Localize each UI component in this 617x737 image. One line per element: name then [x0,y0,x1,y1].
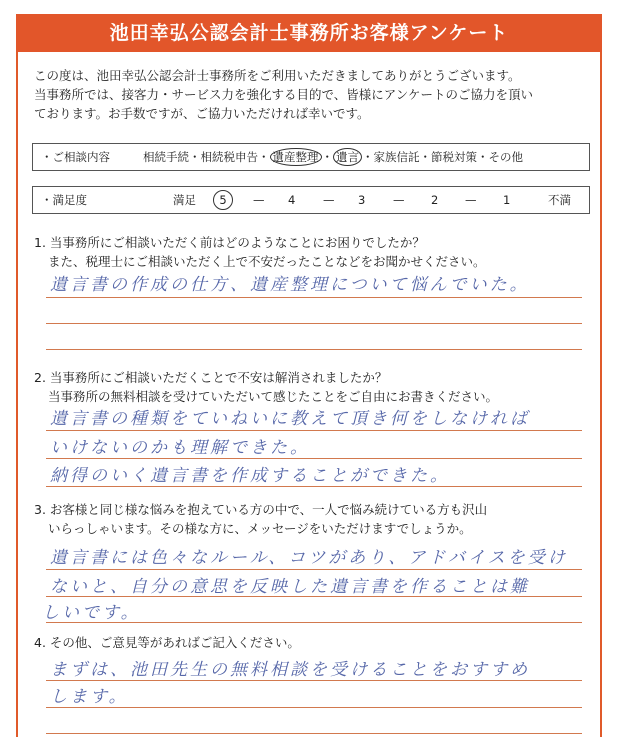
intro-line-2: 当事務所では、接客力・サービス力を強化する目的で、皆様にアンケートのご協力を頂い [34,87,534,102]
question-2-line-1: 2. 当事務所にご相談いただくことで不安は解消されましたか？ [34,370,388,385]
satisfaction-label: ・満足度 [41,193,87,207]
consultation-option-inheritance: 相続手続・相続税申告・ [143,150,270,164]
satisfaction-high-label: 満足 [173,193,196,207]
answer-3-line-2: ないと、自分の意思を反映した遺言書を作ることは難 [50,577,530,597]
answer-line [46,458,582,459]
answer-line [46,680,582,681]
consultation-label: ・ご相談内容 [41,150,110,164]
consultation-box [32,143,590,171]
question-1-line-1: 1. 当事務所にご相談いただく前はどのようなことにお困りでしたか？ [34,235,425,250]
question-3-line-1: 3. お客様と同じ様な悩みを抱えている方の中で、一人で悩み続けている方も沢山 [34,502,488,517]
consultation-option-estate-selected: 遺産整理 [270,148,322,166]
answer-line [46,486,582,487]
scale-dash: — [393,193,405,207]
answer-line [46,622,582,623]
answer-2-line-1: 遺言書の種類をていねいに教えて頂き何をしなければ [50,409,530,429]
answer-line [46,596,582,597]
answer-line [46,323,582,324]
answer-1-line-1: 遺言書の作成の仕方、遺産整理について悩んでいた。 [50,275,530,295]
satisfaction-low-label: 不満 [548,193,571,207]
scale-dash: — [253,193,265,207]
question-4-line-1: 4. その他、ご意見等があればご記入ください。 [34,635,300,650]
answer-line [46,297,582,298]
answer-2-line-3: 納得のいく遺言書を作成することができた。 [50,466,450,486]
scale-dash: — [465,193,477,207]
survey-title: 池田幸弘公認会計士事務所お客様アンケート [16,14,602,52]
satisfaction-scale: 満足 5 — 4 — 3 — 2 — 1 不満 [153,187,583,213]
consultation-sep: ・ [321,150,333,164]
question-2-line-2: 当事務所の無料相談を受けていただいて感じたことをご自由にお書きください。 [48,389,499,404]
intro-line-3: ております。お手数ですが、ご協力いただければ幸いです。 [34,106,370,121]
question-1 [34,233,594,271]
consultation-options [143,144,523,170]
answer-4-line-1: まずは、池田先生の無料相談を受けることをおすすめ [50,660,531,680]
answer-line [46,430,582,431]
satisfaction-score-1: 1 [503,193,511,207]
answer-3-line-3: しいです。 [42,603,141,623]
scale-dash: — [323,193,335,207]
consultation-option-will-selected: 遺言 [333,148,362,166]
answer-line [46,349,582,350]
intro-line-1: この度は、池田幸弘公認会計士事務所をご利用いただきましてありがとうございます。 [34,68,521,83]
answer-4-line-2: します。 [50,687,129,707]
consultation-option-rest: ・家族信託・節税対策・その他 [362,150,523,164]
intro-text [34,66,594,123]
satisfaction-score-3: 3 [358,193,366,207]
answer-line [46,707,582,708]
answer-3-line-1: 遺言書には色々なルール、コツがあり、アドバイスを受け [50,548,568,568]
satisfaction-score-4: 4 [288,193,296,207]
question-3 [34,500,594,538]
answer-line [46,733,582,734]
question-1-line-2: また、税理士にご相談いただく上で不安だったことなどをお聞かせください。 [48,254,486,269]
answer-line [46,569,582,570]
answer-2-line-2: いけないのかも理解できた。 [50,438,310,458]
question-3-line-2: いらっしゃいます。その様な方に、メッセージをいただけますでしょうか。 [48,521,472,536]
question-4 [34,633,594,652]
satisfaction-box [32,186,590,214]
question-2 [34,368,594,406]
satisfaction-score-2: 2 [431,193,439,207]
